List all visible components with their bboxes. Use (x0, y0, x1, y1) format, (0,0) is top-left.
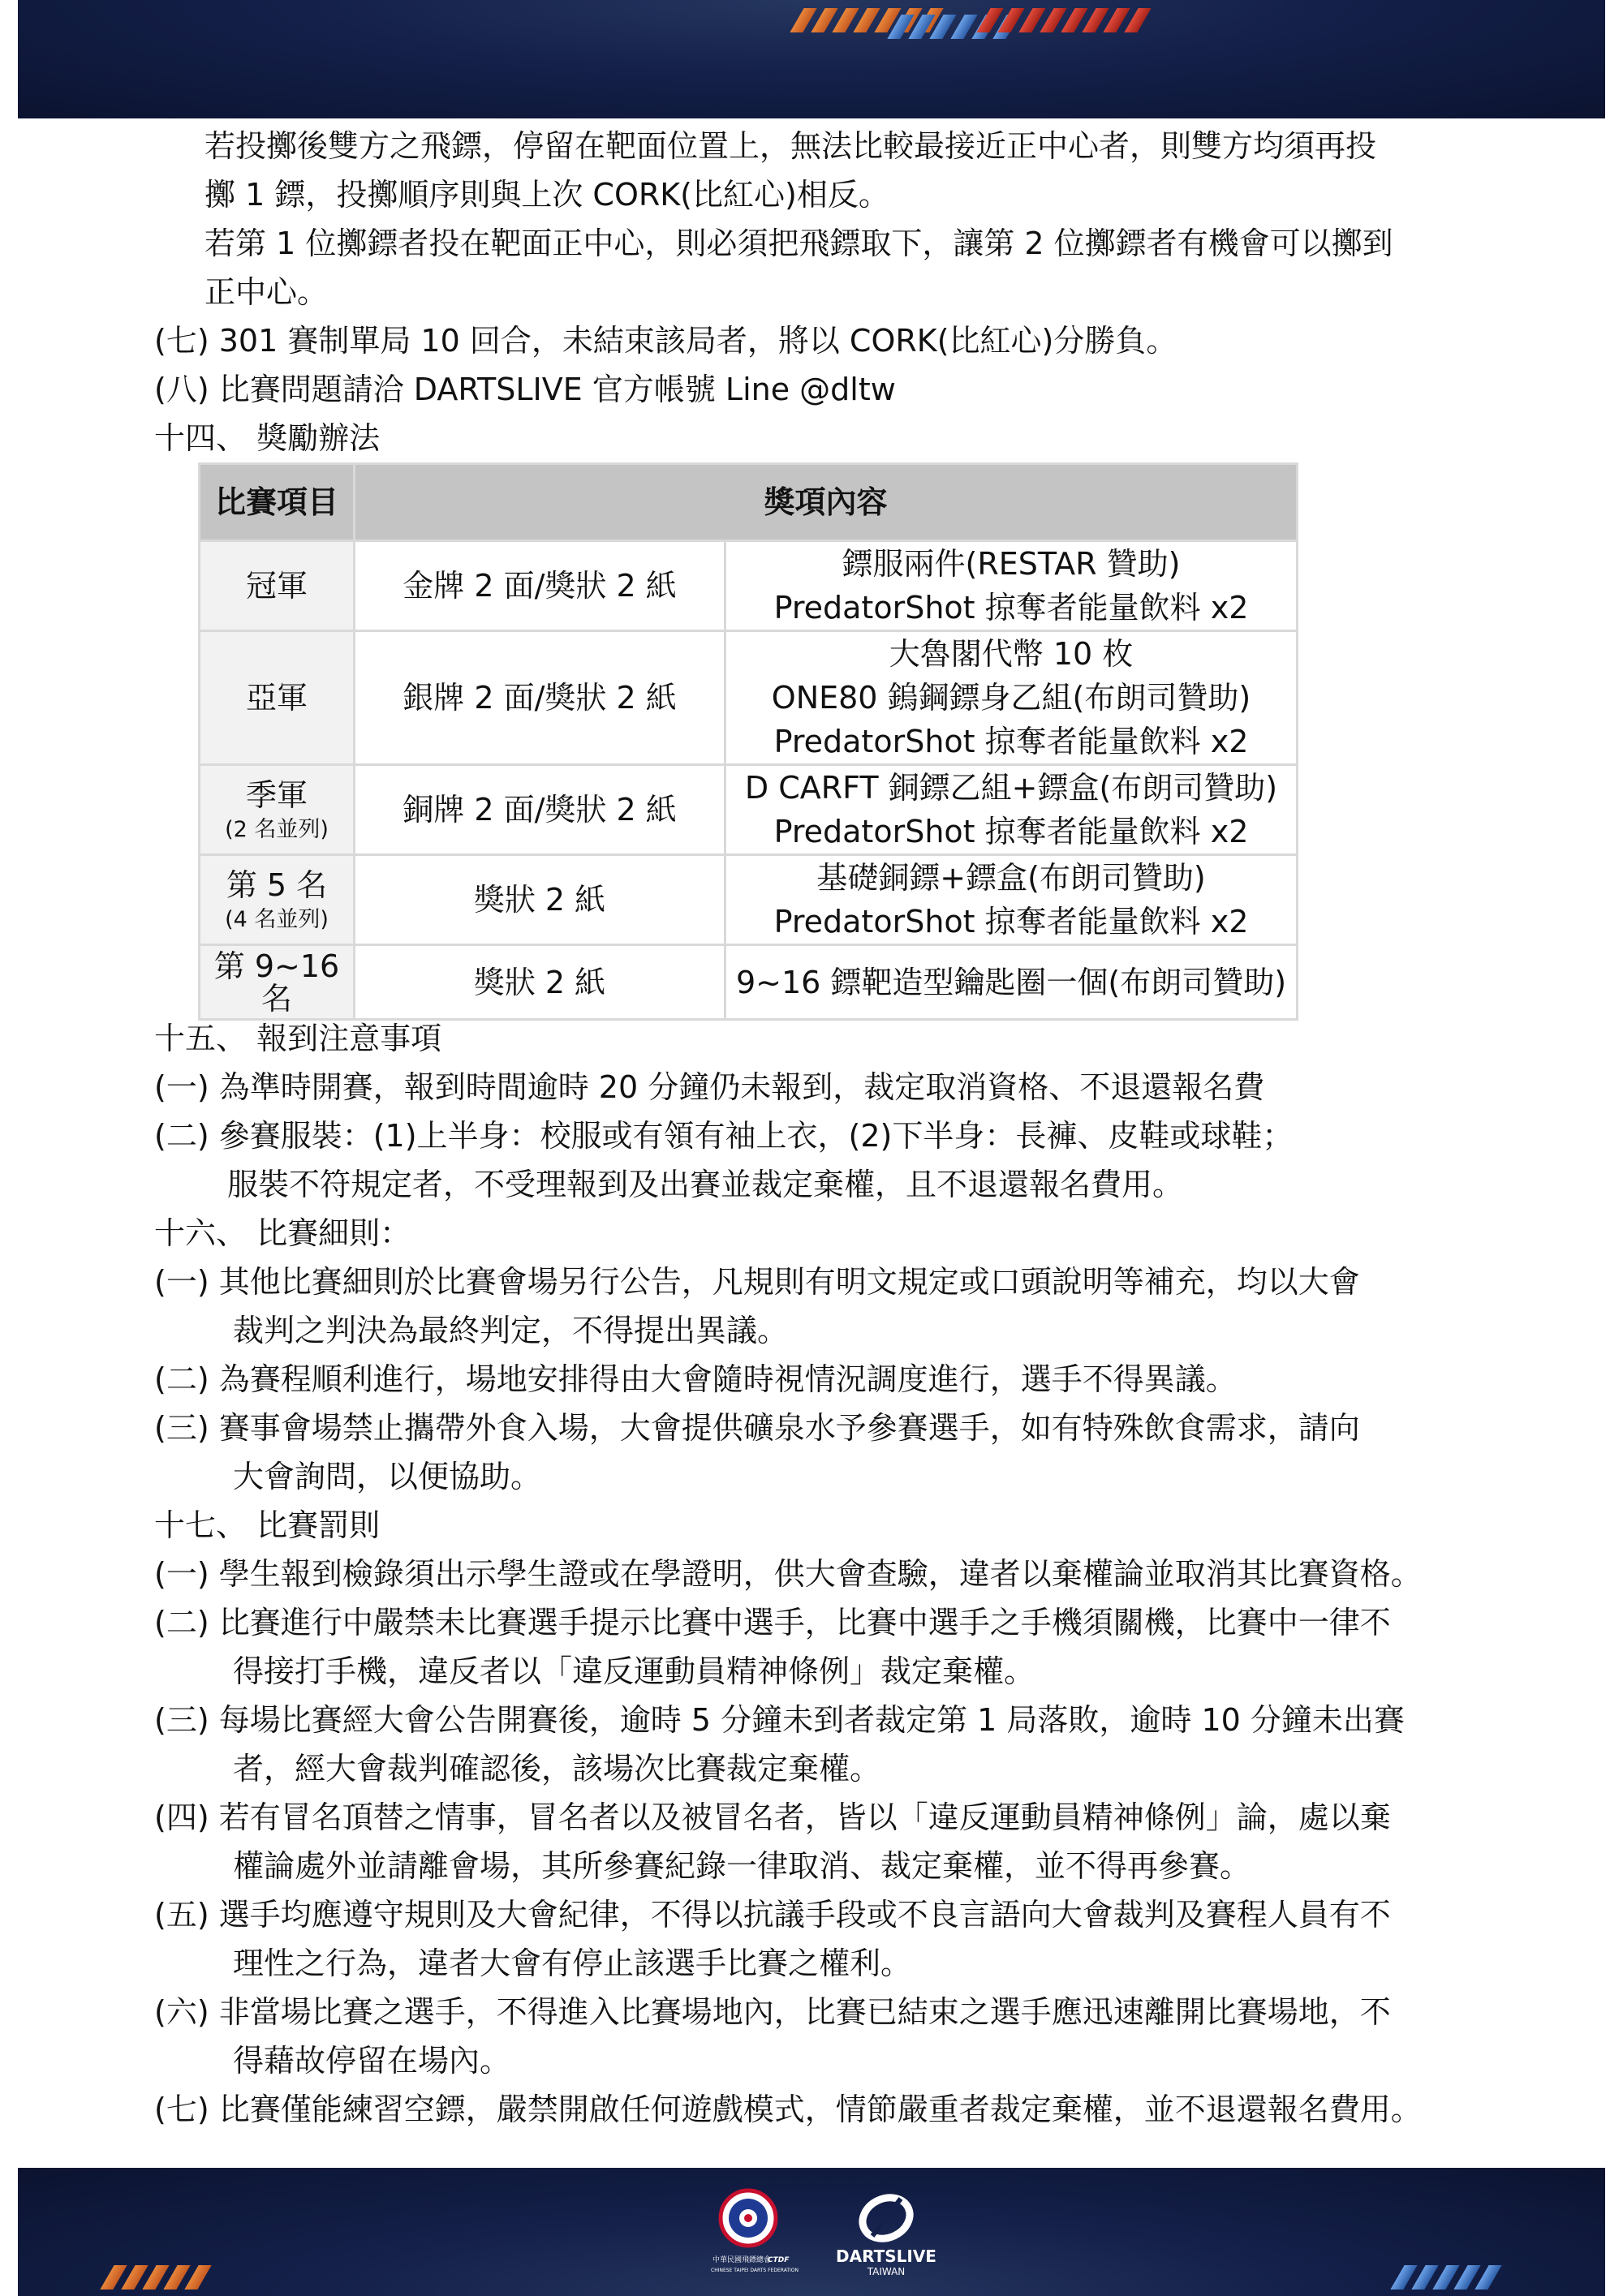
decorative-stripes (107, 2265, 204, 2290)
section-heading: 十六、 比賽細則： (154, 1215, 411, 1251)
awards-table (198, 462, 1298, 1021)
rule-item: (二) 為賽程順利進行，場地安排得由大會隨時視情況調度進行，選手不得異議。 (154, 1361, 1237, 1397)
text-line: 擲 1 鏢，投擲順序則與上次 CORK(比紅心)相反。 (204, 177, 889, 213)
rule-item: 得接打手機，違反者以「違反運動員精神條例」裁定棄權。 (233, 1653, 1035, 1689)
place-cell: 亞軍 (200, 631, 355, 765)
dartslive-region: TAIWAN (867, 2266, 906, 2277)
decorative-stripes (1397, 2265, 1495, 2290)
footer-logos (706, 2181, 949, 2286)
rule-item: 理性之行為，違者大會有停止該選手比賽之權利。 (233, 1946, 912, 1981)
rule-item: (七) 301 賽制單局 10 回合，未結束該局者，將以 CORK(比紅心)分勝負。 (154, 323, 1177, 359)
rule-item: 者，經大會裁判確認後，該場次比賽裁定棄權。 (233, 1751, 881, 1786)
prize-cell: 大魯閣代幣 10 枚 ONE80 鎢鋼鏢身乙組(布朗司贊助) PredatorShot 掠奪者能量飲料 x2 (725, 631, 1298, 765)
text-line: 若投擲後雙方之飛鏢，停留在靶面位置上，無法比較最接近正中心者，則雙方均須再投 (204, 128, 1377, 164)
rule-item: (六) 非當場比賽之選手，不得進入比賽場地內，比賽已結束之選手應迅速離開比賽場地，不 (154, 1994, 1391, 2030)
text-line: 正中心。 (204, 274, 329, 310)
prize-cell: 基礎銅鏢+鏢盒(布朗司贊助) PredatorShot 掠奪者能量飲料 x2 (725, 855, 1298, 945)
rule-item: 服裝不符規定者，不受理報到及出賽並裁定棄權，且不退還報名費用。 (227, 1167, 1184, 1202)
table-row (200, 765, 1298, 855)
rule-item: 得藉故停留在場內。 (233, 2043, 511, 2079)
ctdf-english: CHINESE TAIPEI DARTS FEDERATION (711, 2268, 799, 2273)
text-line: 若第 1 位擲鏢者投在靶面正中心，則必須把飛鏢取下，讓第 2 位擲鏢者有機會可以擲到 (204, 226, 1393, 261)
rule-item: (一) 學生報到檢錄須出示學生證或在學證明，供大會查驗，違者以棄權論並取消其比賽資格。 (154, 1556, 1422, 1592)
dartslive-name: DARTSLIVE (836, 2247, 936, 2266)
rule-item: (二) 比賽進行中嚴禁未比賽選手提示比賽中選手，比賽中選手之手機須關機，比賽中一律不 (154, 1605, 1391, 1640)
rule-item: (三) 賽事會場禁止攜帶外食入場，大會提供礦泉水予參賽選手，如有特殊飲食需求，請向 (154, 1410, 1360, 1446)
medal-cell: 銀牌 2 面/獎狀 2 紙 (355, 631, 725, 765)
medal-cell: 金牌 2 面/獎狀 2 紙 (355, 541, 725, 631)
ctdf-logo-icon (706, 2181, 949, 2286)
rule-item: (二) 參賽服裝：(1)上半身：校服或有領有袖上衣，(2)下半身：長褲、皮鞋或球鞋； (154, 1118, 1294, 1154)
rule-item: 裁判之判決為最終判定，不得提出異議。 (233, 1313, 789, 1348)
medal-cell: 獎狀 2 紙 (355, 945, 725, 1020)
rule-item: (一) 為準時開賽，報到時間逾時 20 分鐘仍未報到，裁定取消資格、不退還報名費 (154, 1069, 1265, 1105)
rule-item: 權論處外並請離會場，其所參賽紀錄一律取消、裁定棄權，並不得再參賽。 (233, 1848, 1251, 1884)
rule-item: (七) 比賽僅能練習空鏢，嚴禁開啟任何遊戲模式，情節嚴重者裁定棄權，並不退還報名費用。 (154, 2092, 1422, 2127)
table-row (200, 631, 1298, 765)
place-cell: 季軍 (2 名並列) (200, 765, 355, 855)
prize-cell: 9~16 鏢靶造型鑰匙圈一個(布朗司贊助) (725, 945, 1298, 1020)
header-banner (18, 0, 1605, 118)
table-row (200, 541, 1298, 631)
ctdf-abbr: CTDF (768, 2256, 790, 2264)
table-row (200, 945, 1298, 1020)
place-cell: 第 9~16 名 (200, 945, 355, 1020)
header-event: 比賽項目 (200, 464, 355, 541)
rule-item: (八) 比賽問題請洽 DARTSLIVE 官方帳號 Line @dltw (154, 372, 896, 407)
prize-cell: 鏢服兩件(RESTAR 贊助) PredatorShot 掠奪者能量飲料 x2 (725, 541, 1298, 631)
table-header-row (200, 464, 1298, 541)
medal-cell: 獎狀 2 紙 (355, 855, 725, 945)
rule-item: (一) 其他比賽細則於比賽會場另行公告，凡規則有明文規定或口頭說明等補充，均以大會 (154, 1264, 1360, 1300)
ctdf-name: 中華民國飛鏢總會 (712, 2256, 772, 2264)
table-row (200, 855, 1298, 945)
medal-cell: 銅牌 2 面/獎狀 2 紙 (355, 765, 725, 855)
section-heading: 十七、 比賽罰則 (154, 1507, 381, 1543)
prize-cell: D CARFT 銅鏢乙組+鏢盒(布朗司贊助) PredatorShot 掠奪者能量飲料 x2 (725, 765, 1298, 855)
place-cell: 第 5 名 (4 名並列) (200, 855, 355, 945)
rule-item: 大會詢問，以便協助。 (233, 1459, 542, 1494)
decorative-stripes (984, 8, 1144, 32)
rule-item: (三) 每場比賽經大會公告開賽後，逾時 5 分鐘未到者裁定第 1 局落敗，逾時 10 分鐘未出賽 (154, 1702, 1405, 1738)
rule-item: (四) 若有冒名頂替之情事，冒名者以及被冒名者，皆以「違反運動員精神條例」論，處以棄 (154, 1799, 1391, 1835)
place-cell: 冠軍 (200, 541, 355, 631)
section-heading: 十五、 報到注意事項 (154, 1021, 442, 1056)
section-heading: 十四、 獎勵辦法 (154, 420, 381, 456)
rule-item: (五) 選手均應遵守規則及大會紀律，不得以抗議手段或不良言語向大會裁判及賽程人員有不 (154, 1897, 1391, 1933)
header-content: 獎項內容 (355, 464, 1298, 541)
